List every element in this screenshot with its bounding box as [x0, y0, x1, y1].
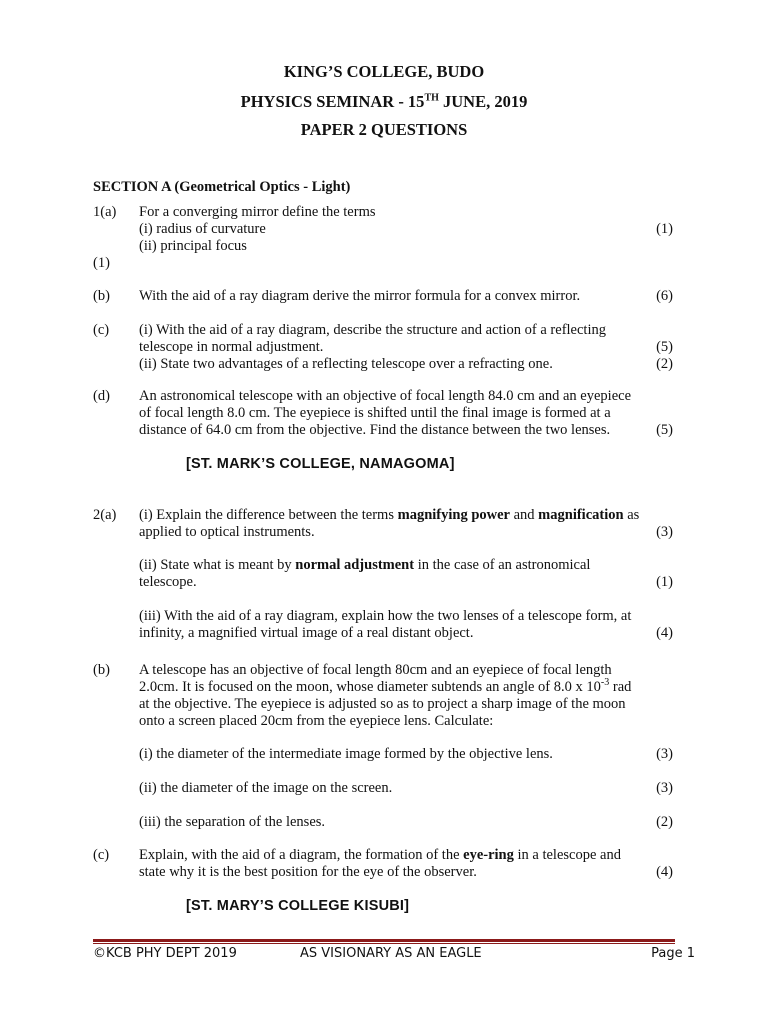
- question-line: onto a screen placed 20cm from the eyepiece lens. Calculate:: [139, 713, 494, 729]
- question-text: telescope.: [139, 574, 197, 590]
- question-text: telescope in normal adjustment.: [139, 339, 324, 355]
- question-label: 1(a): [93, 204, 117, 220]
- question-line: (iii) With the aid of a ray diagram, explain how the two lenses of a telescope form, at: [139, 608, 632, 624]
- question-line: (i) With the aid of a ray diagram, describe the structure and action of a reflecting: [139, 322, 606, 338]
- question-body: [139, 322, 673, 373]
- question-line: [139, 339, 673, 356]
- bold-term: magnifying power: [397, 507, 510, 523]
- question-body: [139, 557, 673, 591]
- question-text: as: [623, 507, 640, 523]
- marks: (1): [93, 255, 110, 271]
- marks: (3): [656, 746, 673, 762]
- question-body: [139, 388, 673, 439]
- question-line: A telescope has an objective of focal length 80cm and an eyepiece of focal length: [139, 662, 612, 678]
- section-a-title: SECTION A (Geometrical Optics - Light): [93, 179, 351, 195]
- part-text: (i) radius of curvature: [139, 221, 266, 237]
- footer-page-number: Page 1: [651, 946, 695, 961]
- marks: (2): [656, 356, 673, 372]
- marks: (2): [656, 814, 673, 830]
- question-line: [139, 356, 673, 373]
- bold-term: normal adjustment: [295, 557, 415, 573]
- question-label: (c): [93, 322, 110, 338]
- question-text: (ii) State two advantages of a reflecting telescope over a refracting one.: [139, 356, 553, 372]
- question-text: (i) the diameter of the intermediate image formed by the objective lens.: [139, 746, 553, 762]
- question-body: [139, 780, 673, 797]
- footer-copyright: ©KCB PHY DEPT 2019: [93, 946, 237, 961]
- marks: (4): [656, 864, 673, 880]
- exponent: -3: [600, 677, 610, 689]
- question-label: (d): [93, 388, 110, 404]
- question-body: [139, 288, 673, 305]
- question-text: (i) Explain the difference between the terms: [139, 507, 398, 523]
- question-label: (b): [93, 288, 110, 304]
- marks: (3): [656, 524, 673, 540]
- question-line: [139, 780, 673, 797]
- question-text: distance of 64.0 cm from the objective. Find the distance between the two lenses.: [139, 422, 611, 438]
- question-source: [ST. MARY’S COLLEGE KISUBI]: [186, 898, 410, 914]
- question-line: [139, 814, 673, 831]
- question-body: [139, 662, 673, 730]
- bold-term: eye-ring: [463, 847, 514, 863]
- question-body: [139, 814, 673, 831]
- question-line: [139, 422, 673, 439]
- question-part-i: [139, 221, 673, 238]
- question-body: [139, 204, 673, 255]
- question-line: [139, 288, 673, 305]
- marks: (3): [656, 780, 673, 796]
- question-label: (c): [93, 847, 110, 863]
- marks: (1): [656, 574, 673, 590]
- question-text: state why it is the best position for the eye of the observer.: [139, 864, 477, 880]
- question-body: [139, 847, 673, 881]
- question-line: [139, 574, 673, 591]
- footer-rule-thick: [93, 939, 675, 942]
- seminar-date-text: JUNE, 2019: [438, 92, 528, 111]
- question-text: infinity, a magnified virtual image of a real distant object.: [139, 625, 474, 641]
- question-line: An astronomical telescope with an objective of focal length 84.0 cm and an eyepiece: [139, 388, 632, 404]
- question-text: 2.0cm. It is focused on the moon, whose diameter subtends an angle of 8.0 x 10: [139, 679, 601, 695]
- question-text: in a telescope and: [513, 847, 621, 863]
- question-line: [139, 679, 673, 696]
- seminar-title-text: PHYSICS SEMINAR - 15: [240, 92, 425, 111]
- question-part-ii: (ii) principal focus: [139, 238, 247, 254]
- question-line: [139, 507, 673, 524]
- question-line: [139, 864, 673, 881]
- marks: (5): [656, 339, 673, 355]
- marks: (4): [656, 625, 673, 641]
- question-line: [139, 746, 673, 763]
- question-body: [139, 746, 673, 763]
- question-line: of focal length 8.0 cm. The eyepiece is shifted until the final image is formed at a: [139, 405, 611, 421]
- seminar-date-suffix: TH: [424, 92, 439, 104]
- paper-title: PAPER 2 QUESTIONS: [300, 120, 468, 139]
- school-title: KING’S COLLEGE, BUDO: [283, 62, 485, 81]
- question-line: [139, 847, 673, 864]
- question-text: rad: [609, 679, 632, 695]
- question-body: [139, 507, 673, 541]
- question-text: applied to optical instruments.: [139, 524, 315, 540]
- footer-rule-thin: [93, 943, 675, 944]
- question-source: [ST. MARK’S COLLEGE, NAMAGOMA]: [186, 456, 455, 472]
- marks: (1): [656, 221, 673, 237]
- question-text: (iii) the separation of the lenses.: [139, 814, 326, 830]
- bold-term: magnification: [538, 507, 624, 523]
- question-text: (ii) the diameter of the image on the screen.: [139, 780, 393, 796]
- question-label: (b): [93, 662, 110, 678]
- marks: (5): [656, 422, 673, 438]
- question-text: in the case of an astronomical: [414, 557, 591, 573]
- footer-motto: AS VISIONARY AS AN EAGLE: [300, 946, 482, 961]
- question-label: 2(a): [93, 507, 117, 523]
- question-line: at the objective. The eyepiece is adjusted so as to project a sharp image of the moon: [139, 696, 626, 712]
- question-stem: For a converging mirror define the terms: [139, 204, 376, 220]
- question-line: [139, 524, 673, 541]
- question-body: [139, 608, 673, 642]
- question-text: and: [509, 507, 539, 523]
- question-text: With the aid of a ray diagram derive the mirror formula for a convex mirror.: [139, 288, 581, 304]
- question-text: (ii) State what is meant by: [139, 557, 296, 573]
- question-line: [139, 625, 673, 642]
- seminar-title: [0, 92, 768, 112]
- marks: (6): [656, 288, 673, 304]
- question-text: Explain, with the aid of a diagram, the formation of the: [139, 847, 464, 863]
- question-line: [139, 557, 673, 574]
